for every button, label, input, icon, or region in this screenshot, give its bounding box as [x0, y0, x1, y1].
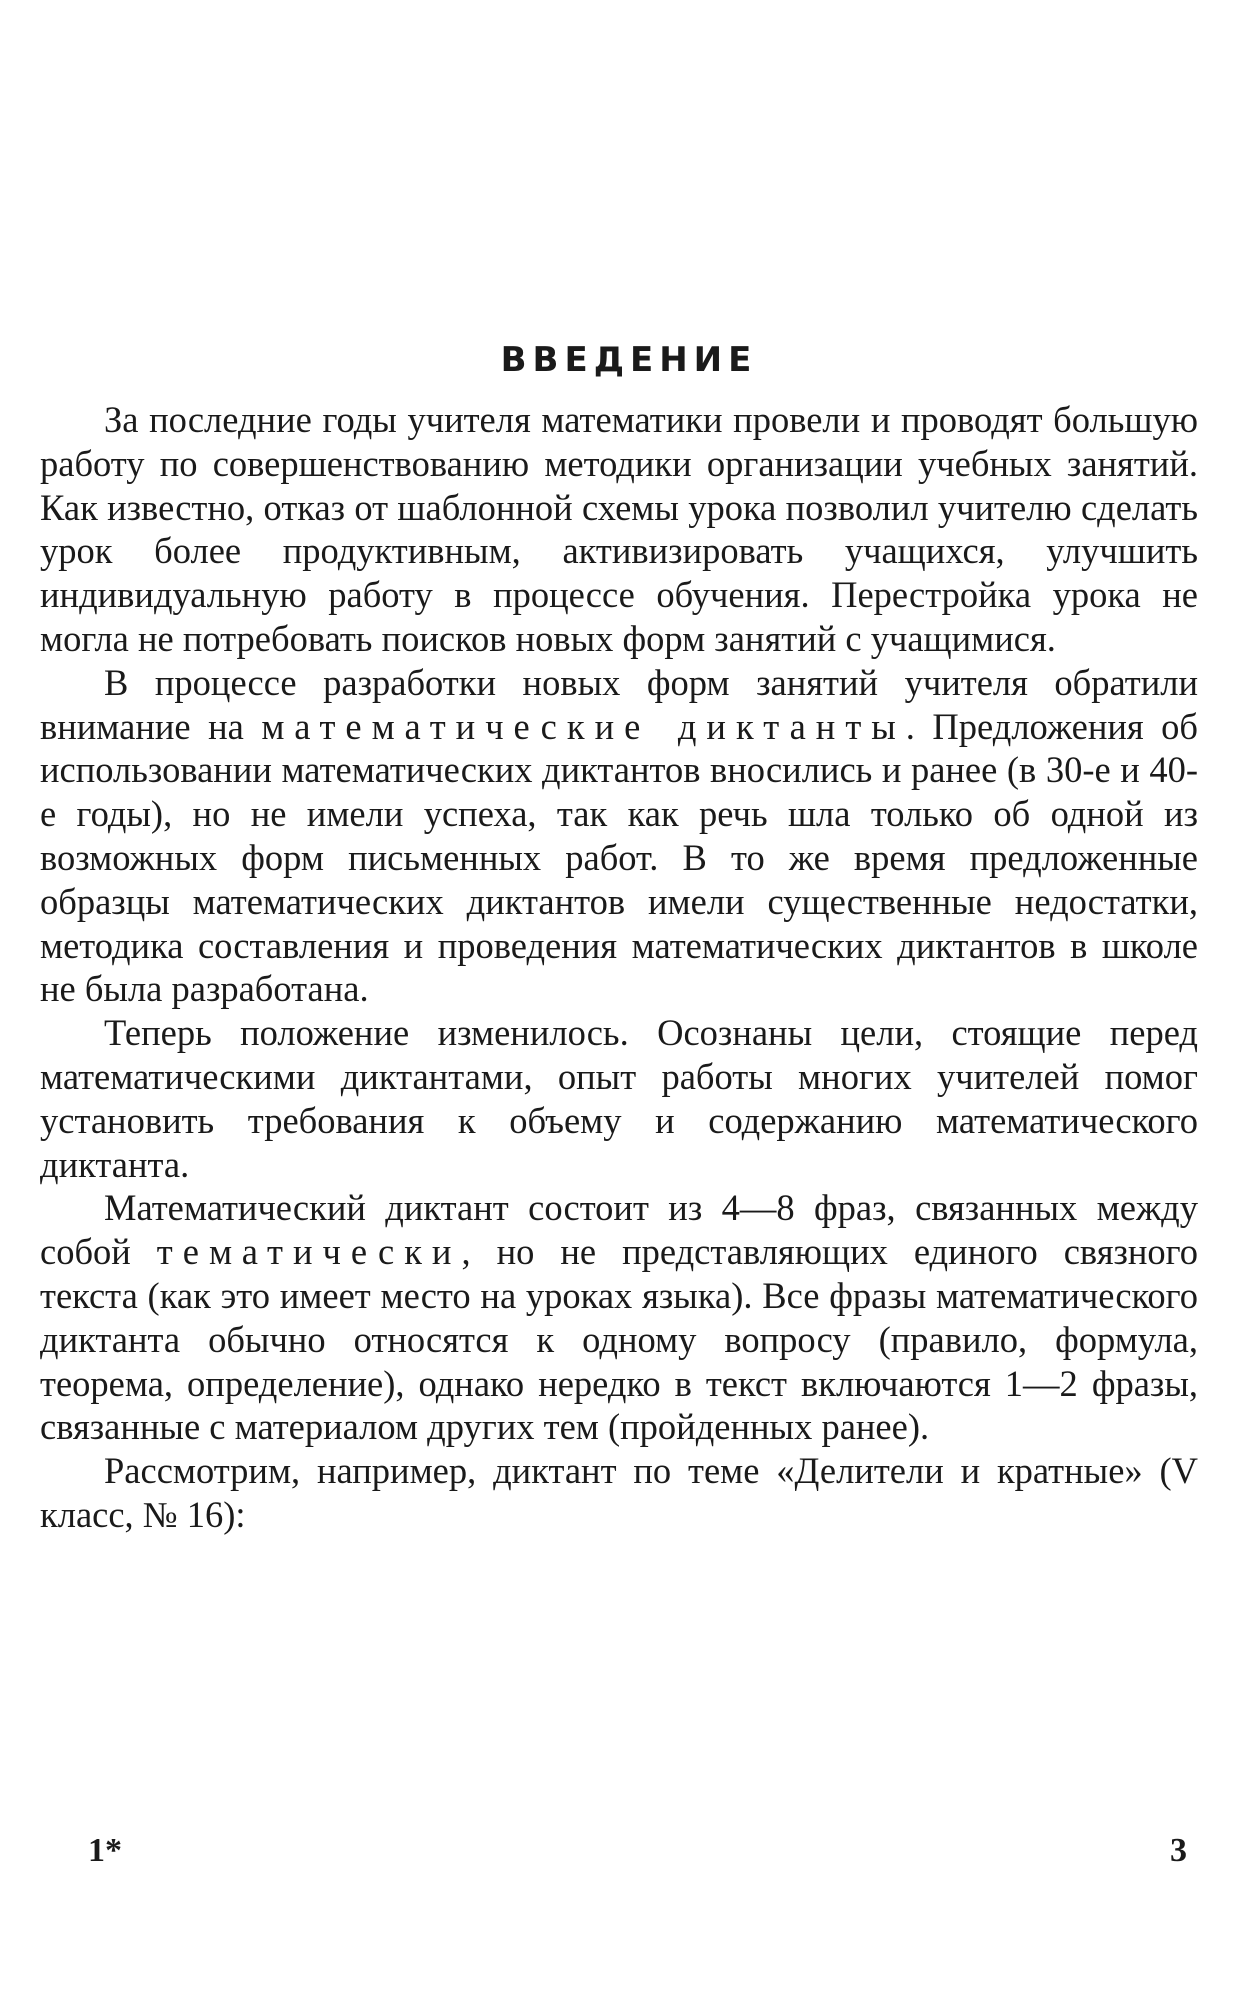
paragraph-4 [40, 1186, 1198, 1449]
paragraph-2 [40, 661, 1198, 1011]
paragraph-3: Теперь положение изменилось. Осознаны цели, стоящие перед математическими диктантами, опыт работы многих учителей помог установить требования к объему и содержанию математического диктанта. [40, 1012, 1198, 1185]
paragraph-1: За последние годы учителя математики провели и проводят большую работу по совершенствованию методики организации учебных занятий. Как известно, отказ от шаблонной схемы урока позволил учителю сделать урок более продуктивным, активизировать учащихся, улучшить индивидуальную работу в процессе обучения. Перестройка урока не могла не потребовать поисков новых форм занятий с учащимися. [40, 399, 1198, 659]
page-number: 3 [1170, 1832, 1187, 1869]
paragraph-4-part-1: Математический диктант состоит из 4—8 фраз, связанных между собой [40, 1187, 1198, 1273]
page-body [40, 330, 1198, 1537]
paragraph-4-emphasis: тематически [156, 1231, 462, 1273]
signature-mark: 1* [88, 1832, 122, 1869]
paragraph-4-part-2: , но не представляющих единого связного текста (как это имеет место на уроках языка). Все фразы математического диктанта обычно относятся к одному вопросу (правило, формула, теорема, определение), однако нередко в текст включаются 1—2 фразы, связанные с материалом других тем (пройденных ранее). [40, 1231, 1198, 1448]
page-title: ВВЕДЕНИЕ [500, 340, 758, 380]
paragraph-5: Рассмотрим, например, диктант по теме «Делители и кратные» (V класс, № 16): [40, 1450, 1198, 1535]
paragraph-2-part-2: . Предложения об использовании математических диктантов вносились и ранее (в 30-е и 40-е годы), но не имели успеха, так как речь шла только об одной из возможных форм письменных работ. В то же время предложенные образцы математических диктантов имели существенные недостатки, методика составления и проведения математических диктантов в школе не была разработана. [40, 705, 1198, 1010]
paragraph-2-emphasis: математические диктанты [261, 705, 906, 747]
paragraph-2-part-1: В процессе разработки новых форм занятий учителя обратили внимание на [40, 661, 1198, 747]
